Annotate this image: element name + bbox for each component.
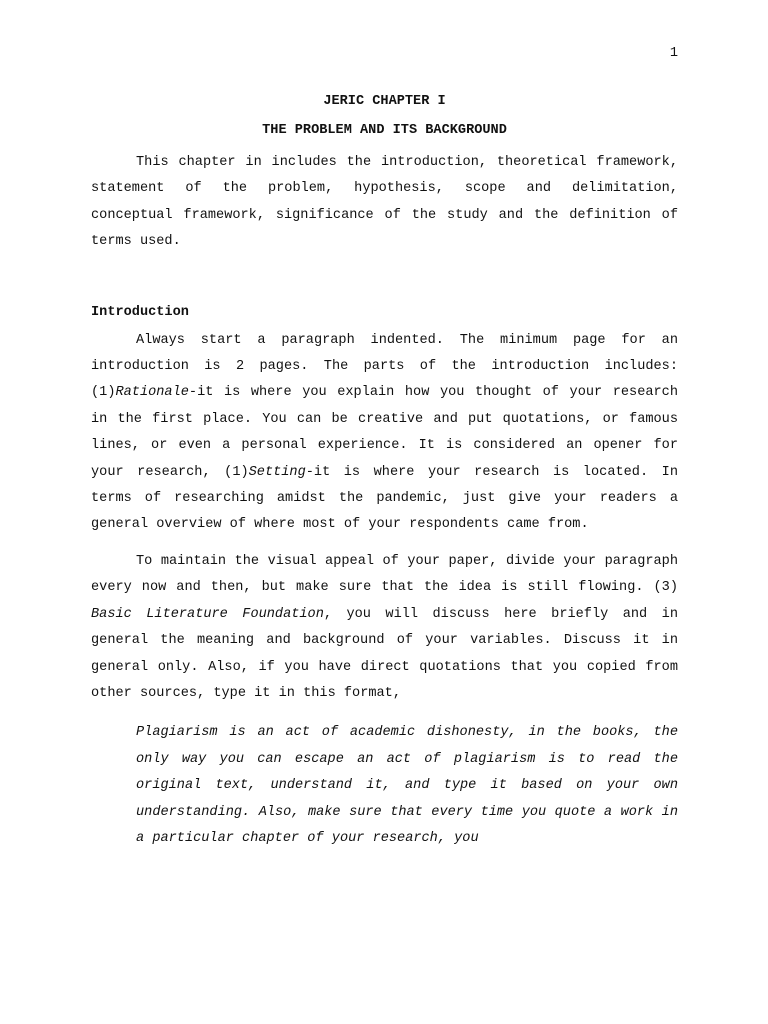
paragraph-text: -it is where you explain how you thought of your research in the first place. You can be creative and put quotations, or famous lines, or even a personal experience. It is considered an opener for your research, (1) bbox=[91, 385, 678, 480]
chapter-intro-paragraph: This chapter in includes the introduction, theoretical framework, statement of the problem, hypothesis, scope and delimitation, conceptual framework, significance of the study and the definition of terms used. bbox=[91, 155, 678, 250]
paragraph-text: To maintain the visual appeal of your paper, divide your paragraph every now and then, but make sure that the idea is still flowing. (3) bbox=[91, 553, 678, 596]
paragraph-text: , you will discuss here briefly and in general the meaning and background of your variables. Discuss it in general only. Also, if you have direct quotations that you copied from other sources, type it in this format, bbox=[91, 606, 678, 701]
chapter-subtitle: THE PROBLEM AND ITS BACKGROUND bbox=[262, 123, 507, 138]
page-number: 1 bbox=[669, 46, 678, 61]
chapter-title: JERIC CHAPTER I bbox=[323, 94, 446, 109]
rationale-term: Rationale bbox=[115, 385, 189, 401]
basic-literature-term: Basic Literature Foundation bbox=[91, 606, 324, 622]
setting-term: Setting bbox=[248, 464, 306, 480]
introduction-paragraph-1 bbox=[91, 328, 678, 539]
paragraph-text: -it is where your research is located. In terms of researching amidst the pandemic, just give your readers a general overview of where most of your respondents came from. bbox=[91, 464, 678, 533]
block-quotation: Plagiarism is an act of academic dishonesty, in the books, the only way you can escape an act of plagiarism is to read the original text, understand it, and type it based on your own understanding. Also, make sure that every time you quote a work in a particular chapter of your research, you bbox=[136, 725, 678, 846]
text-area bbox=[91, 92, 678, 852]
introduction-paragraph-2 bbox=[91, 549, 678, 707]
paragraph-text: Always start a paragraph indented. The minimum page for an introduction is 2 pages. The parts of the introduction includes: (1) bbox=[91, 332, 678, 401]
introduction-heading: Introduction bbox=[91, 304, 189, 320]
